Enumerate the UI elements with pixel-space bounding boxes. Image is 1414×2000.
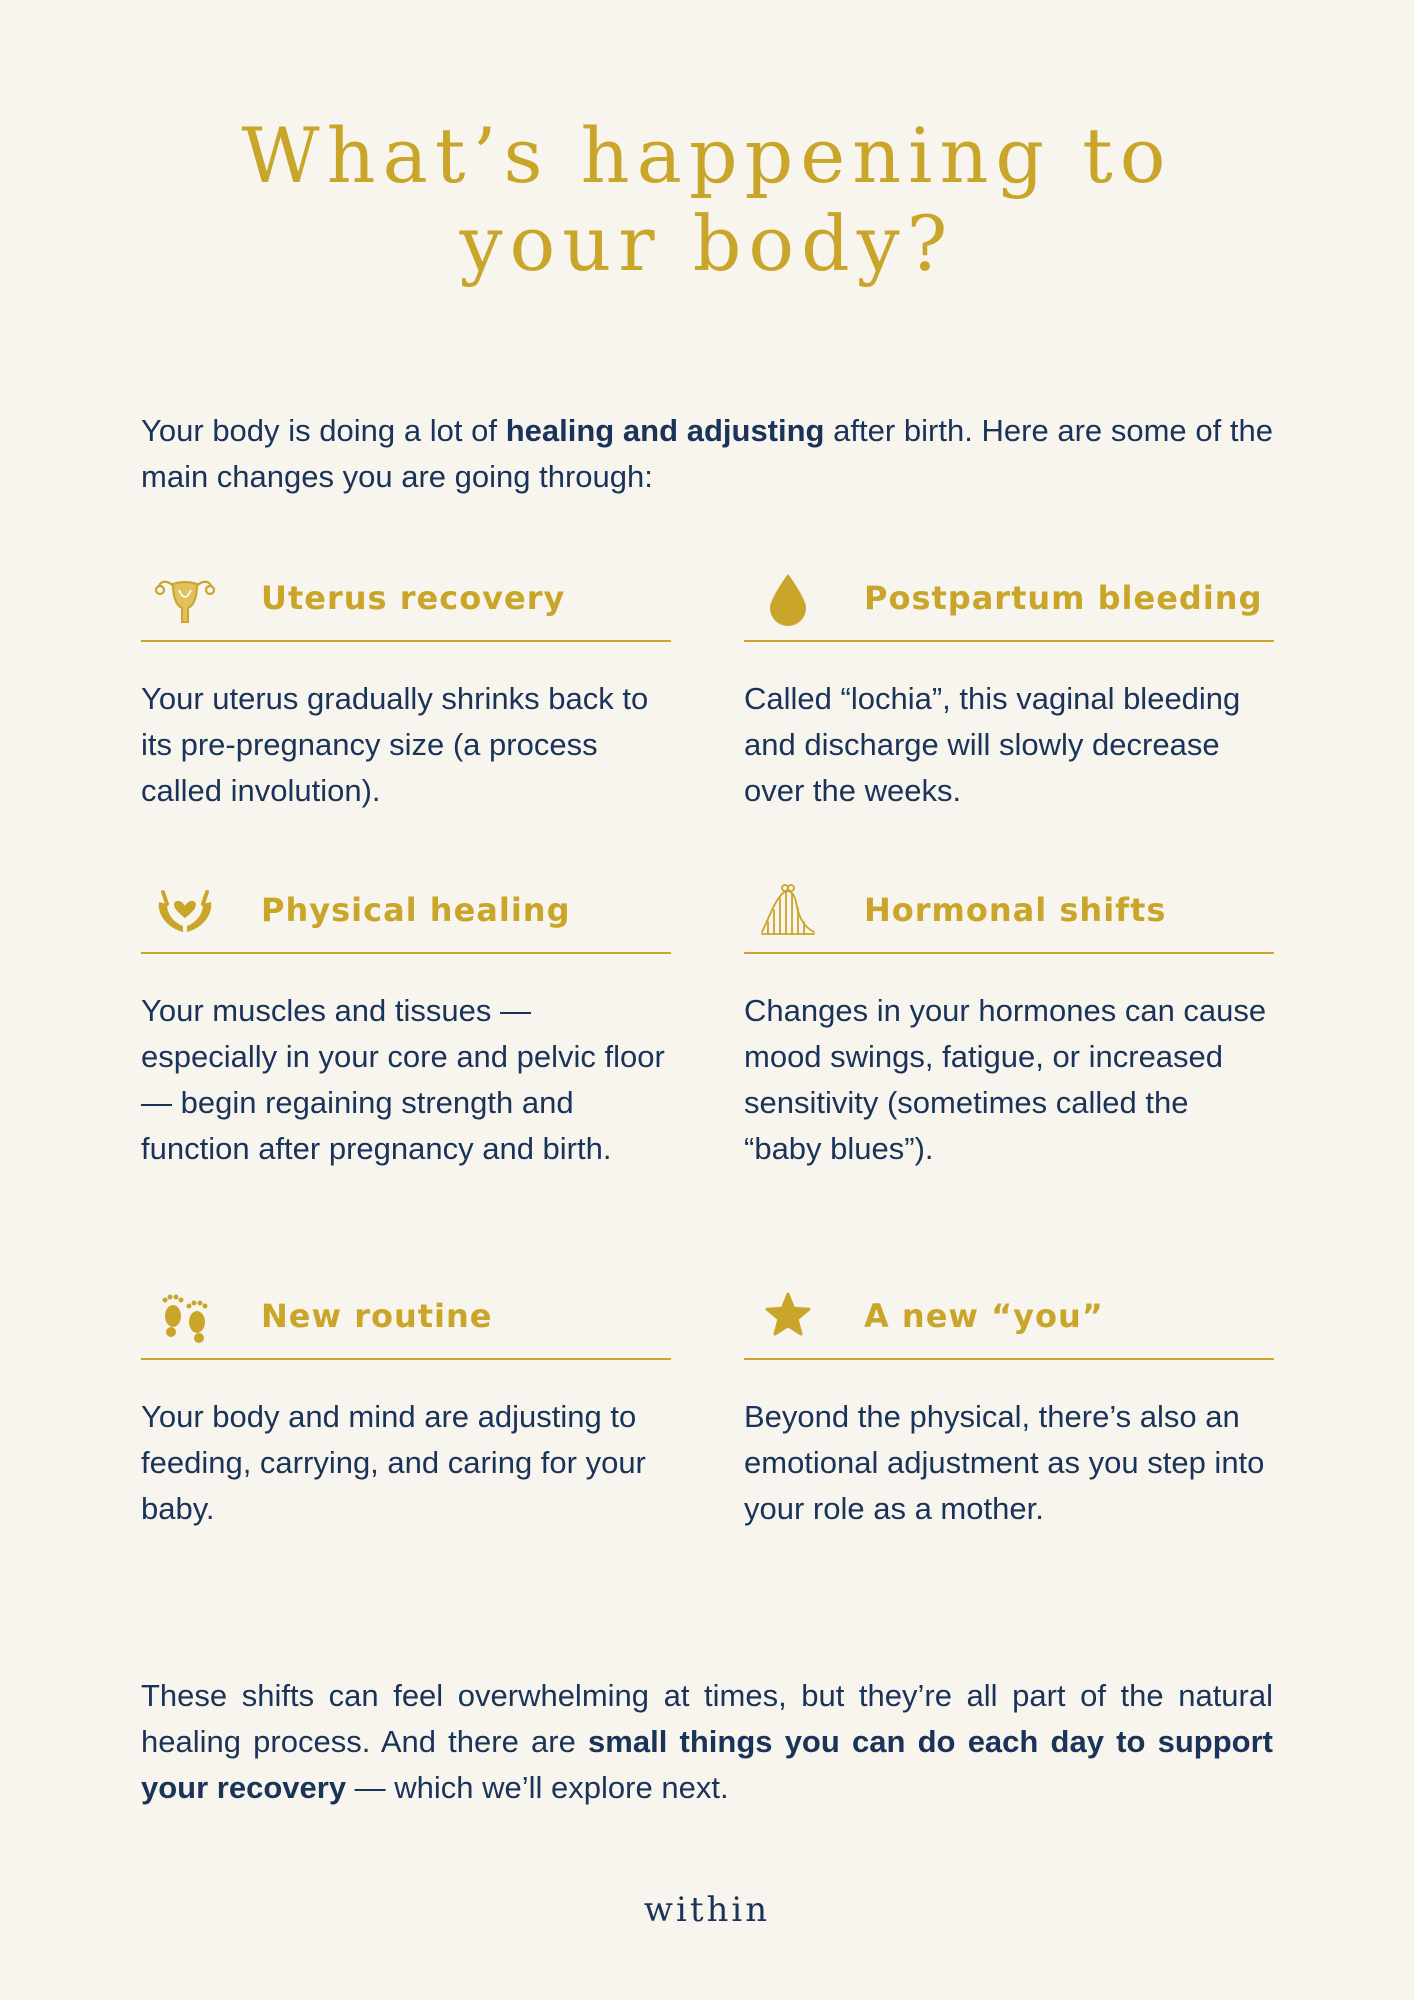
closing-paragraph [141, 1673, 1273, 1811]
card-body: Your muscles and tissues — especially in your core and pelvic floor — begin regaining strength and function after pregnancy and birth. [141, 993, 665, 1166]
uterus-icon [155, 568, 215, 628]
card-header [141, 1274, 671, 1360]
card-uterus-recovery [141, 556, 671, 814]
card-title: Hormonal shifts [864, 891, 1167, 929]
droplet-icon [758, 568, 818, 628]
card-body: Called “lochia”, this vaginal bleeding and discharge will slowly decrease over the weeks. [744, 681, 1241, 808]
card-header [744, 556, 1274, 642]
card-body: Your body and mind are adjusting to feeding, carrying, and caring for your baby. [141, 1399, 646, 1526]
closing-text-end: — which we’ll explore next. [346, 1770, 729, 1805]
card-body: Beyond the physical, there’s also an emotional adjustment as you step into your role as a mother. [744, 1399, 1265, 1526]
intro-paragraph [141, 408, 1273, 500]
card-title: A new “you” [864, 1297, 1104, 1335]
card-header [744, 868, 1274, 954]
intro-highlight: healing and adjusting [505, 413, 825, 448]
card-title: Uterus recovery [261, 579, 566, 617]
card-physical-healing [141, 868, 671, 1172]
closing-text-start: These shifts can feel overwhelming at times, but they’re all part of the natural healing process. And there are [141, 1678, 1273, 1759]
card-new-you [744, 1274, 1274, 1532]
card-title: Physical healing [261, 891, 571, 929]
star-icon [758, 1286, 818, 1346]
card-hormonal-shifts [744, 868, 1274, 1172]
page-title-line-1: What’s happening to [241, 111, 1173, 200]
closing-highlight: small things you can do each day to support your recovery [141, 1724, 1273, 1805]
card-header [141, 556, 671, 642]
card-header [744, 1274, 1274, 1360]
footprints-icon [155, 1286, 215, 1346]
intro-text-start: Your body is doing a lot of [141, 413, 506, 448]
card-title: Postpartum bleeding [864, 579, 1263, 617]
card-new-routine [141, 1274, 671, 1532]
page-title-line-2: your body? [459, 199, 955, 288]
card-title: New routine [261, 1297, 493, 1335]
rollercoaster-icon [758, 880, 818, 940]
intro-text-end: after birth. Here are some of the main changes you are going through: [141, 413, 1273, 494]
card-body: Your uterus gradually shrinks back to its pre-pregnancy size (a process called involution). [141, 681, 649, 808]
brand-logo: within [643, 1890, 771, 1930]
page-title [0, 112, 1414, 288]
card-body: Changes in your hormones can cause mood swings, fatigue, or increased sensitivity (sometimes called the “baby blues”). [744, 993, 1267, 1166]
card-header [141, 868, 671, 954]
hands-heart-icon [155, 880, 215, 940]
card-postpartum-bleeding [744, 556, 1274, 814]
